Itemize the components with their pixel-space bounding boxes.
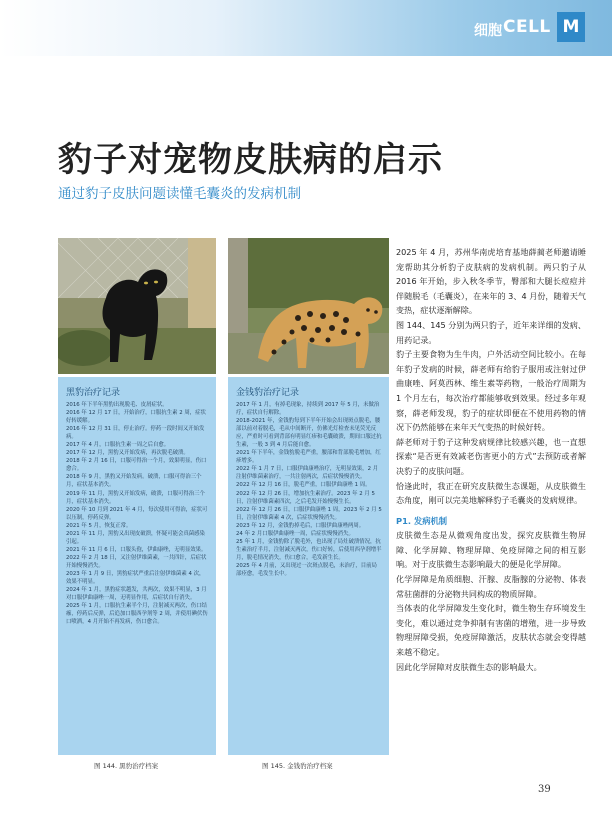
record-entry: 2022 年 12 月 16 日，脱毛严重，口服伊曲康唑 1 周。: [236, 482, 371, 489]
body-paragraph: 恰逢此时，我正在研究皮肤微生态课题，从皮肤微生态角度，刚可以完美地解释豹子毛囊炎的发病规律。: [396, 480, 586, 506]
figure-caption: 图 144. 黑豹治疗档案: [94, 762, 159, 770]
panel-body: [236, 401, 382, 578]
section-badge: M: [557, 12, 585, 42]
record-entry: 2022 年 12 月 26 日，增加抗生素治疗。2023 年 2 月 5 日，注射伊维菌素四次，之后毛发开始慢慢生长。: [236, 490, 375, 505]
black-panther-photo: [58, 238, 216, 374]
body-paragraph: 2025 年 4 月，苏州华南虎培育基地薛蔺老师邀请睡宠帮助其分析豹子皮肤病的发病机制。两只豹子从 2016 年开始，步入秋冬季节，臀部和大腿长痘痘并伴随脱毛（毛囊炎），在来年的 3、4 月份，随着天气变热，症状逐渐解除。: [396, 247, 586, 316]
record-entry: 2021 年下半年，金钱豹脱毛严重，腰部和背部脱毛增加，红疹增多。: [236, 450, 381, 465]
body-paragraph: 化学屏障是角质细胞、汗腺、皮脂腺的分泌物、体表常驻菌群的分泌物共同构成的物质屏障。: [396, 574, 586, 599]
body-paragraph: 薛老师对于豹子这种发病规律比较感兴趣，也一直想探索“是否更有效减老伤害更小的方式”去预防或者解决豹子的皮肤问题。: [396, 436, 586, 476]
record-entry: 2016 年 12 月 31 日，停止治疗。停药一段时间又开始发病。: [66, 426, 205, 441]
record-entry: 2022 年 2 月 18 日，又注射伊维菌素，一共四针，后症状开始慢慢消失。: [66, 554, 207, 569]
leopard-record-panel: [228, 377, 389, 755]
record-entry: 2017 年 1 月，有掉毛现象，持续到 2017 年 5 月，未做治疗，症状自行解除。: [236, 402, 380, 417]
record-entry: 2025 年 4 月前，又出现过一次斑点脱毛，未治疗，目前局部痊愈，毛发生长中。: [236, 562, 377, 577]
figure-caption: 图 145. 金钱豹治疗档案: [262, 762, 333, 770]
body-paragraph: 图 144、145 分别为两只豹子，近年来详细的发病、用药记录。: [396, 319, 586, 345]
panel-title: 金钱豹治疗记录: [236, 388, 300, 398]
record-entry: 2019 年 11 月，黑豹又开始发病，破溃，口服可得治三个月，症状基本消失。: [66, 490, 205, 505]
record-entry: 2023 年 1 月 9 日，黑豹症状严重后注射伊维菌素 4 次，效果不明显。: [66, 570, 205, 586]
section-label-cn: 细胞: [474, 23, 502, 39]
article-title: 豹子对宠物皮肤病的启示: [58, 140, 443, 180]
record-entry: 2021 年 11 月，黑豹又出现皮破溃，怀疑可能会真菌感染引起。: [66, 530, 205, 545]
panel-body: [66, 401, 209, 626]
article-body: [396, 245, 586, 674]
leopard-photo: [228, 238, 389, 374]
record-entry: 2018 年 2 月 16 日，口服可得治一个月，效果明显，伤口愈合。: [66, 458, 207, 473]
section-heading: P1. 发病机制: [396, 515, 448, 526]
record-entry: 2016 年下半年黑豹出现脱毛、皮屑症状。: [66, 402, 168, 408]
panel-title: 黑豹治疗记录: [66, 388, 121, 398]
body-paragraph: 当体表的化学屏障发生变化时，微生物生存环境发生变化，难以通过竞争抑制有害菌的增殖，进一步导致物理屏障受损，免疫屏障激活，皮肤状态就会变得越来越不稳定。: [396, 603, 586, 658]
body-paragraph: 因此化学屏障对皮肤微生态的影响最大。: [396, 661, 542, 672]
record-entry: 2021 年 5 月，恢复正常。: [66, 522, 132, 529]
record-entry: 2017 年 12 月，黑豹又开始发病，再次脱毛破溃。: [66, 450, 189, 457]
page-number: 39: [538, 784, 551, 795]
record-entry: 2024 年 1 月，黑豹症状越发，共两次，效果不明显，3 月对口服伊曲康唑一周，无明显作用，后症状自行消失。: [66, 587, 207, 602]
record-entry: 2022 年 12 月 26 日，口服伊曲康唑 1 周，2023 年 2 月 5 日，注射伊维菌素 4 次，后症状慢慢消失。: [236, 506, 382, 521]
record-entry: 2016 年 12 月 17 日，开始治疗，口服抗生素 2 周，症状好转缓解。: [66, 410, 206, 425]
body-paragraph: 皮肤微生态是从微观角度出发，探究皮肤微生物屏障、化学屏障、物理屏障、免疫屏障之间的相互影响。对于皮肤微生态影响最大的便是化学屏障。: [396, 530, 586, 570]
black-panther-record-panel: [58, 377, 216, 755]
record-entry: 2017 年 4 月，口服抗生素一周之后自愈。: [66, 442, 170, 449]
section-label-en: CELL: [503, 17, 551, 37]
record-entry: 24 年 2 月口服伊曲康唑一周，后症状慢慢消失。: [236, 530, 354, 537]
body-paragraph: 豹子主要食物为生牛肉，户外活动空间比较小。在每年豹子发病的时候，薛老师有给豹子服用或注射过伊曲康唑、阿莫西林、维生素等药物，一般治疗周期为 1 个月左右，每次治疗都能够收到效果。经过多年观察，薛老师发现，豹子的症状即便在不使用药物的情况下仍然能够在来年天气变热的时候好转。: [396, 349, 586, 433]
record-entry: 2020 年 10 月到 2021 年 4 月，每次使用可得治，症状可以压制，停药反弹。: [66, 506, 208, 521]
record-entry: 2025 年 1 月，口服抗生素半个月，注射减灭两次，伤口结痂，停药后反弹，后追加口服西孕剂等 2 周，并使用碘伏伤口喷洒，4 月开始不再发病，伤口愈合。: [66, 603, 208, 626]
record-entry: 2018 年 9 月，黑豹又开始发病。破溃，口服可得治三个月，症状基本消失。: [66, 474, 202, 489]
record-entry: 2023 年 12 月，金钱豹掉毛后，口服伊曲康唑两周。: [236, 522, 365, 529]
record-entry: 2021 年 11 月 6 日，口服头孢，伊曲康唑，无明显效果。: [66, 546, 207, 553]
record-entry: 2022 年 1 月 7 日，口服伊曲康唑治疗，无明显效果，2 月注射伊维菌素治疗，一共注射两次，后症状慢慢消失。: [236, 466, 379, 481]
record-entry: 25 年 1 月，金钱豹除了脱毛外，也出现了局灶破溃情况，抗生素治疗半月，注射减灭两次，伤口好转，后使用西孕剂增半月，脱毛情况消失，伤口愈合，毛发新生长。: [236, 538, 382, 561]
record-entry: 2018-2021 年，金钱豹每到下半年开始会出现斑点脱毛，腰部以前对着脱毛，毛从中间断开，仿佛光灯检查未见荧光反应，严重时可看到背部有明显红疹和毛囊破溃，期间口服过抗生素，一般 3 到 4 月后能自愈。: [236, 418, 382, 449]
article-subtitle: 通过豹子皮肤问题读懂毛囊炎的发病机制: [58, 186, 301, 202]
